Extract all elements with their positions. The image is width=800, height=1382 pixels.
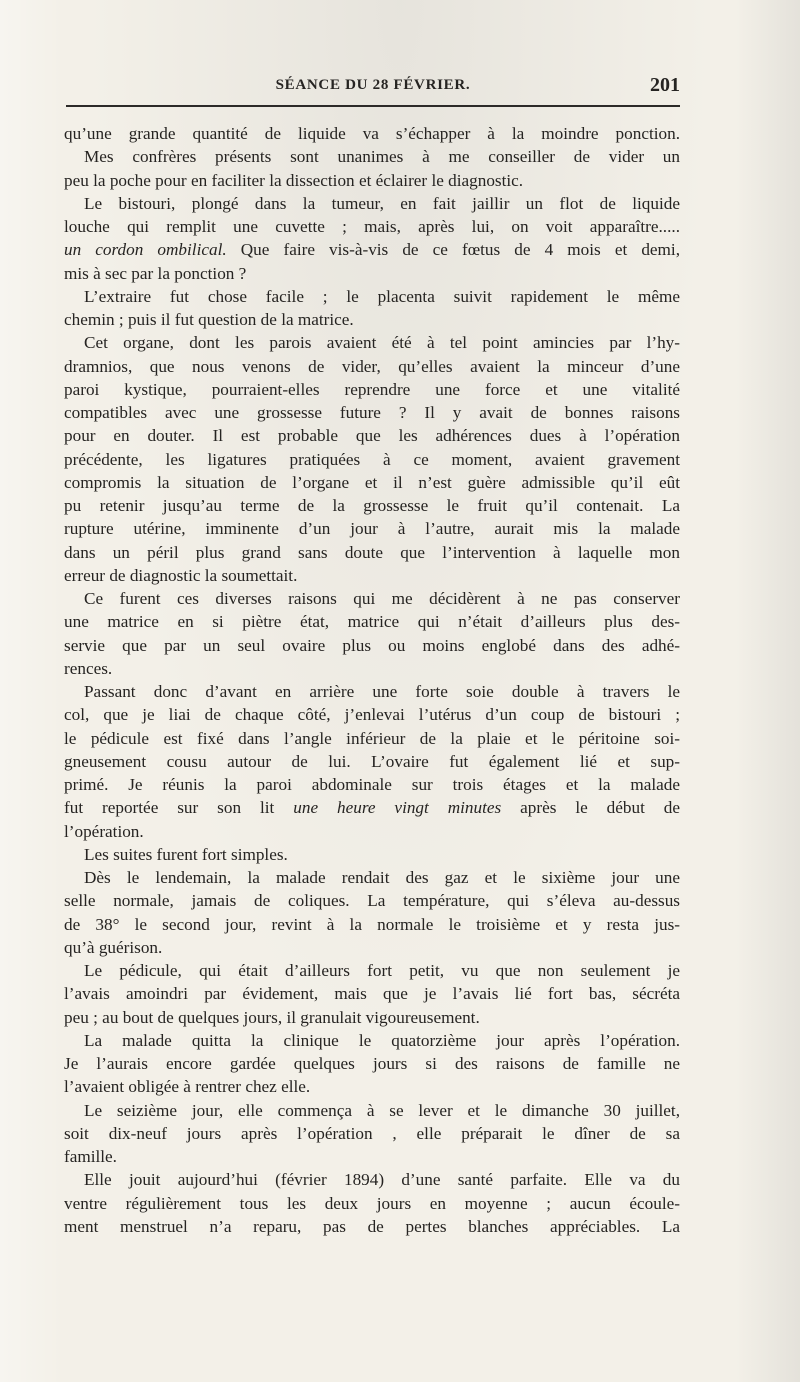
text-line: l’avaient obligée à rentrer chez elle. — [64, 1077, 311, 1097]
text-line: qu’à guérison. — [64, 937, 163, 957]
text-line: rences. — [64, 658, 113, 678]
text-line-mixed — [64, 796, 680, 819]
text-line: paroi kystique, pourraient-elles reprendre une force et une vitalité — [64, 379, 680, 399]
text-line: chemin ; puis il fut question de la matrice. — [64, 310, 354, 329]
text-line: l’opération. — [64, 821, 144, 841]
text-line: rupture utérine, imminente d’un jour à l’autre, aurait mis la malade — [64, 519, 680, 539]
text-line: compromis la situation de l’organe et il n’est guère admissible qu’il eût — [64, 472, 680, 492]
text-line: qu’une grande quantité de liquide va s’échapper à la moindre ponction. — [64, 124, 680, 143]
text-line: une matrice en si piètre état, matrice qui n’était d’ailleurs plus des- — [64, 612, 680, 632]
text-line: gneusement cousu autour de lui. L’ovaire fut également lié et sup- — [64, 751, 680, 771]
text-fragment: après le début de — [501, 798, 680, 818]
text-line: de 38° le second jour, revint à la normale le troisième et y resta jus- — [64, 914, 680, 934]
page-number: 201 — [650, 74, 680, 96]
text-line: Ce furent ces diverses raisons qui me décidèrent à ne pas conserver — [84, 589, 680, 608]
text-line: pour en douter. Il est probable que les adhérences dues à l’opération — [64, 426, 680, 446]
text-line: le pédicule est fixé dans l’angle inférieur de la plaie et le péritoine soi- — [64, 728, 680, 748]
text-fragment: fut reportée sur son lit — [64, 798, 275, 818]
text-line: Les suites furent fort simples. — [84, 844, 288, 864]
text-line: servie que par un seul ovaire plus ou moins englobé dans des adhé- — [64, 635, 680, 655]
text-line: pu retenir jusqu’au terme de la grossesse le fruit qu’il contenait. La — [64, 496, 680, 515]
text-line: ment menstruel n’a reparu, pas de pertes blanches appréciables. La — [64, 1216, 680, 1236]
text-line: Elle jouit aujourd’hui (février 1894) d’une santé parfaite. Elle va du — [84, 1170, 680, 1190]
italic-phrase: un cordon ombilical. — [64, 240, 227, 260]
text-line: famille. — [64, 1147, 117, 1166]
text-line: Cet organe, dont les parois avaient été à tel point amincies par l’hy- — [84, 333, 680, 353]
text-line: précédente, les ligatures pratiquées à ce moment, avaient gravement — [64, 449, 680, 469]
text-line: erreur de diagnostic la soumettait. — [64, 565, 298, 585]
text-line: Passant donc d’avant en arrière une forte soie double à travers le — [84, 682, 680, 701]
text-line: Le bistouri, plongé dans la tumeur, en fait jaillir un flot de liquide — [84, 193, 680, 213]
text-line: dans un péril plus grand sans doute que l’intervention à laquelle mon — [64, 542, 680, 562]
running-title: SÉANCE DU 28 FÉVRIER. — [275, 77, 471, 93]
text-line: Le seizième jour, elle commença à se lever et le dimanche 30 juillet, — [84, 1100, 680, 1120]
text-line: l’avais amoindri par évidement, mais que je l’avais lié fort bas, sécréta — [64, 984, 680, 1004]
text-line: Dès le lendemain, la malade rendait des gaz et le sixième jour une — [84, 868, 680, 887]
text-line: ventre régulièrement tous les deux jours en moyenne ; aucun écoule- — [64, 1193, 680, 1213]
text-line: primé. Je réunis la paroi abdominale sur trois étages et la malade — [64, 775, 680, 794]
text-line: dramnios, que nous venons de vider, qu’elles avaient la minceur d’une — [64, 356, 680, 376]
text-line: L’extraire fut chose facile ; le placenta suivit rapidement le même — [84, 286, 680, 306]
text-line: mis à sec par la ponction ? — [64, 263, 247, 283]
text-line-mixed — [64, 238, 680, 261]
text-line: Le pédicule, qui était d’ailleurs fort petit, vu que non seulement je — [84, 961, 680, 980]
body-text — [64, 122, 680, 1238]
running-head — [66, 73, 680, 97]
text-line: compatibles avec une grossesse future ? Il y avait de bonnes raisons — [64, 403, 680, 422]
header-rule — [66, 105, 680, 107]
text-line: peu ; au bout de quelques jours, il granulait vigoureusement. — [64, 1007, 480, 1027]
text-line: soit dix-neuf jours après l’opération , elle préparait le dîner de sa — [64, 1123, 680, 1143]
text-line: col, que je liai de chaque côté, j’enlevai l’utérus d’un coup de bistouri ; — [64, 705, 680, 725]
text-line: Je l’aurais encore gardée quelques jours si des raisons de famille ne — [64, 1054, 680, 1073]
text-line: La malade quitta la clinique le quatorzième jour après l’opération. — [84, 1030, 680, 1050]
italic-phrase: une heure vingt minutes — [293, 798, 502, 818]
text-line: peu la poche pour en faciliter la dissection et éclairer le diagnostic. — [64, 170, 524, 190]
text-line: selle normale, jamais de coliques. La température, qui s’éleva au-dessus — [64, 891, 680, 911]
text-line: louche qui remplit une cuvette ; mais, après lui, on voit apparaître..... — [64, 217, 680, 236]
text-fragment: Que faire vis-à-vis de ce fœtus de 4 mois et demi, — [226, 240, 680, 260]
text-line: Mes confrères présents sont unanimes à me conseiller de vider un — [84, 147, 680, 167]
